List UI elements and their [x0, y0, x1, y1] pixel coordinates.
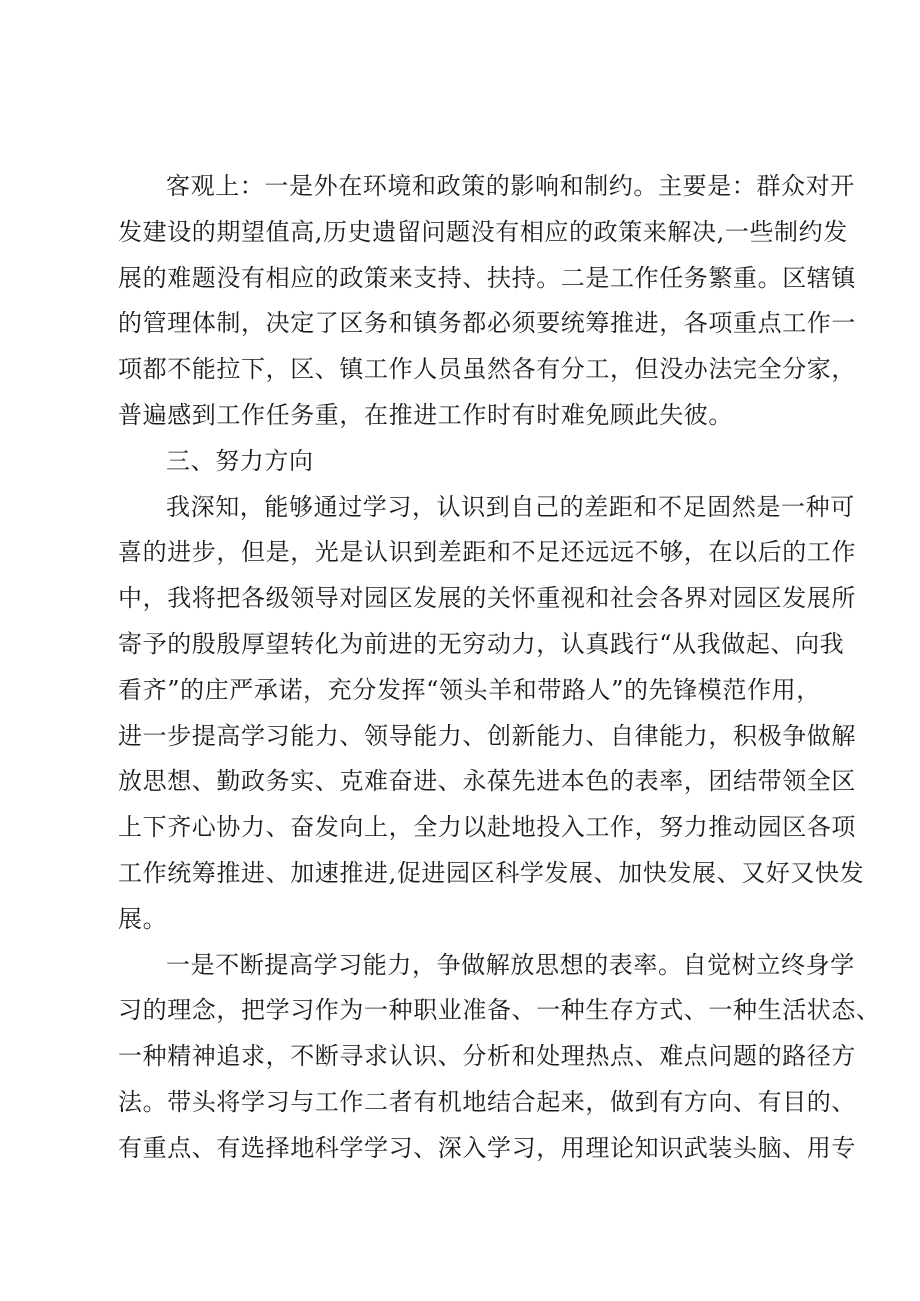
text-line: 展的难题没有相应的政策来支持、扶持。二是工作任务繁重。区辖镇 — [118, 263, 856, 292]
text-line: 展。 — [118, 904, 168, 933]
paragraph-self-awareness — [118, 485, 865, 943]
text-line: 寄予的殷殷厚望转化为前进的无穷动力，认真践行“从我做起、向我 — [118, 629, 845, 658]
text-line: 有重点、有选择地科学学习、深入学习，用理论知识武装头脑、用专 — [118, 1133, 856, 1162]
paragraph-objective — [118, 164, 856, 439]
text-line: 放思想、勤政务实、克难奋进、永葆先进本色的表率，团结带领全区 — [118, 767, 856, 796]
paragraph-point-1 — [118, 943, 881, 1172]
text-line: 习的理念，把学习作为一种职业准备、一种生存方式、一种生活状态、 — [118, 996, 881, 1025]
text-line: 工作统筹推进、加速推进,促进园区科学发展、加快发展、又好又快发 — [118, 858, 865, 887]
text-line: 发建设的期望值高,历史遗留问题没有相应的政策来解决,一些制约发 — [118, 217, 848, 246]
text-line: 进一步提高学习能力、领导能力、创新能力、自律能力，积极争做解 — [118, 721, 856, 750]
text-line: 我深知，能够通过学习，认识到自己的差距和不足固然是一种可 — [166, 492, 855, 521]
text-line: 法。带头将学习与工作二者有机地结合起来，做到有方向、有目的、 — [118, 1087, 856, 1116]
text-line: 一种精神追求，不断寻求认识、分析和处理热点、难点问题的路径方 — [118, 1042, 856, 1071]
text-line: 项都不能拉下，区、镇工作人员虽然各有分工，但没办法完全分家， — [118, 355, 856, 384]
text-line: 上下齐心协力、奋发向上，全力以赴地投入工作，努力推动园区各项 — [118, 813, 856, 842]
text-line: 看齐”的庄严承诺，充分发挥“领头羊和带路人”的先锋模范作用， — [118, 675, 821, 704]
text-line: 普遍感到工作任务重，在推进工作时有时难免顾此失彼。 — [118, 400, 733, 429]
text-line: 喜的进步，但是，光是认识到差距和不足还远远不够，在以后的工作 — [118, 538, 856, 567]
heading-text: 三、努力方向 — [166, 446, 314, 475]
text-line: 中，我将把各级领导对园区发展的关怀重视和社会各界对园区发展所 — [118, 584, 856, 613]
section-heading-3 — [118, 439, 818, 485]
text-line: 一是不断提高学习能力，争做解放思想的表率。自觉树立终身学 — [166, 950, 855, 979]
document-body — [118, 164, 881, 1172]
text-line: 客观上：一是外在环境和政策的影响和制约。主要是：群众对开 — [166, 172, 855, 200]
text-line: 的管理体制，决定了区务和镇务都必须要统筹推进，各项重点工作一 — [118, 309, 856, 338]
